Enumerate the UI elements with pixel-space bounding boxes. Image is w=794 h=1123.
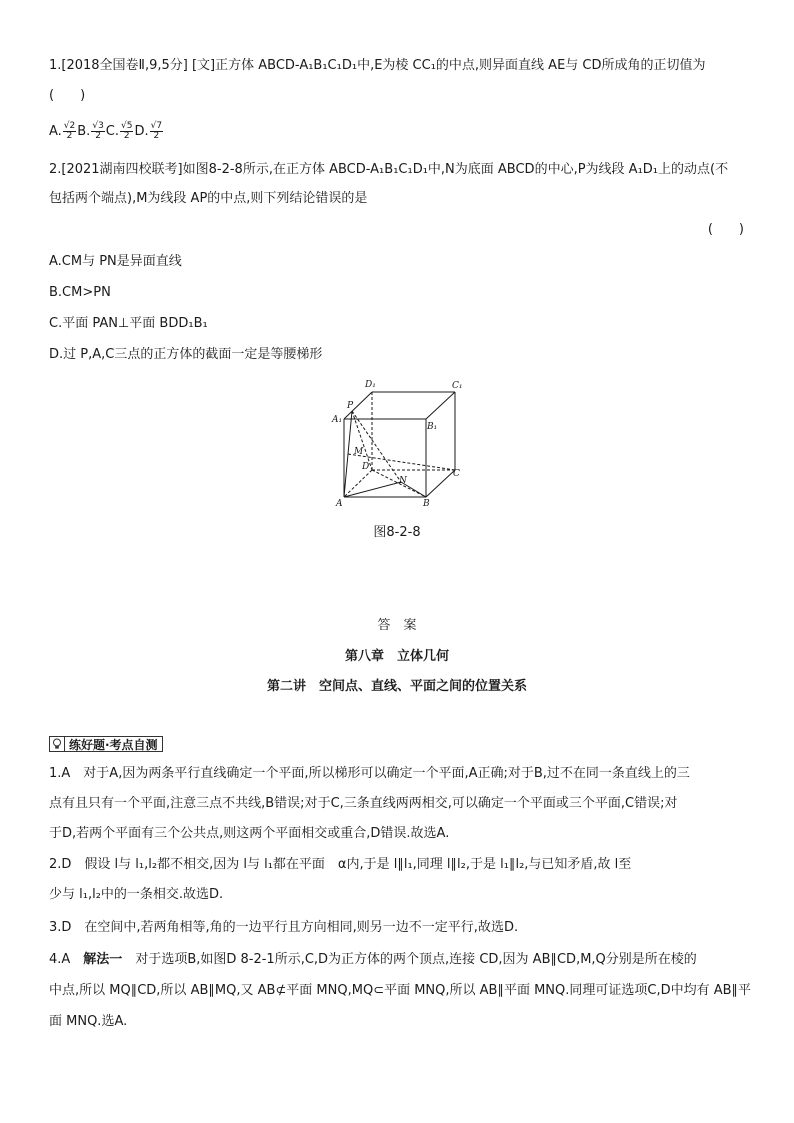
answer-4-number: 4.A (49, 952, 84, 967)
q2-option-d: D.过 P,A,C三点的正方体的截面一定是等腰梯形 (49, 347, 323, 362)
answer-3-line-1: 3.D 在空间中,若两角相等,角的一边平行且方向相同,则另一边不一定平行,故选D. (49, 920, 519, 935)
q2-option-c: C.平面 PAN⊥平面 BDD₁B₁ (49, 316, 208, 331)
answer-4-line-1 (49, 950, 697, 970)
label-c: C (453, 469, 460, 479)
label-d1: D₁ (365, 380, 376, 390)
answer-1-line-3: 于D,若两个平面有三个公共点,则这两个平面相交或重合,D错误.故选A. (49, 826, 450, 841)
label-a: A (336, 499, 343, 509)
q1-option-c: C. $\frac{√5}{2}$ (105, 121, 133, 141)
section-title: 第二讲 空间点、直线、平面之间的位置关系 (266, 679, 527, 694)
label-c1: C₁ (452, 381, 463, 391)
label-b1: B₁ (427, 422, 438, 432)
q2-option-b: B.CM>PN (49, 285, 111, 300)
answer-2-line-2: 少与 l₁,l₂中的一条相交.故选D. (49, 887, 224, 902)
q1-option-d: D. $\frac{√7}{2}$ (134, 121, 163, 141)
q1-line-2: ( ) (49, 88, 86, 103)
q2-option-a: A.CM与 PN是异面直线 (49, 254, 182, 269)
practice-tag (49, 736, 163, 752)
answer-1-line-2: 点有且只有一个平面,注意三点不共线,B错误;对于C,三条直线两两相交,可以确定一个平面或三个平面,C错误;对 (49, 796, 678, 811)
label-n: N (399, 476, 407, 486)
label-d: D (362, 462, 370, 472)
q1-option-b: B. $\frac{√3}{2}$ (77, 121, 104, 141)
cube-figure (328, 372, 468, 512)
label-b: B (423, 499, 430, 509)
q2-line-2: 包括两个端点),M为线段 AP的中点,则下列结论错误的是 (49, 191, 368, 206)
lightbulb-icon (50, 737, 65, 751)
practice-tag-label: 练好题·考点自测 (69, 737, 158, 752)
q1-option-a: A. $\frac{√2}{2}$ (49, 121, 76, 141)
answer-1-line-1: 1.A 对于A,因为两条平行直线确定一个平面,所以梯形可以确定一个平面,A正确;对于B,过不在同一条直线上的三 (49, 766, 690, 781)
q1-line-1: 1.[2018全国卷Ⅱ,9,5分] [文]正方体 ABCD-A₁B₁C₁D₁中,E为棱 CC₁的中点,则异面直线 AE与 CD所成角的正切值为 (49, 58, 706, 73)
q2-line-1: 2.[2021湖南四校联考]如图8-2-8所示,在正方体 ABCD-A₁B₁C₁D₁中,N为底面 ABCD的中心,P为线段 A₁D₁上的动点(不 (49, 162, 729, 177)
answers-title: 答 案 (377, 618, 417, 633)
label-m: M (354, 447, 364, 457)
label-p: P (347, 401, 354, 411)
answer-4-method: 解法一 (83, 952, 123, 967)
chapter-title: 第八章 立体几何 (344, 649, 449, 664)
q2-answer-paren: ( ) (707, 222, 744, 237)
answer-4-text: 对于选项B,如图D 8-2-1所示,C,D为正方体的两个顶点,连接 CD,因为 AB∥CD,M,Q分别是所在棱的 (122, 952, 697, 967)
answer-2-line-1: 2.D 假设 l与 l₁,l₂都不相交,因为 l与 l₁都在平面 α内,于是 l∥l₁,同理 l∥l₂,于是 l₁∥l₂,与已知矛盾,故 l至 (49, 857, 632, 872)
figure-caption: 图8-2-8 (373, 525, 421, 540)
answer-4-line-3: 面 MNQ.选A. (49, 1014, 128, 1029)
label-a1: A₁ (332, 415, 343, 425)
q1-options (49, 119, 164, 145)
answer-4-line-2: 中点,所以 MQ∥CD,所以 AB∥MQ,又 AB⊄平面 MNQ,MQ⊂平面 MNQ,所以 AB∥平面 MNQ.同理可证选项C,D中均有 AB∥平 (49, 983, 752, 998)
